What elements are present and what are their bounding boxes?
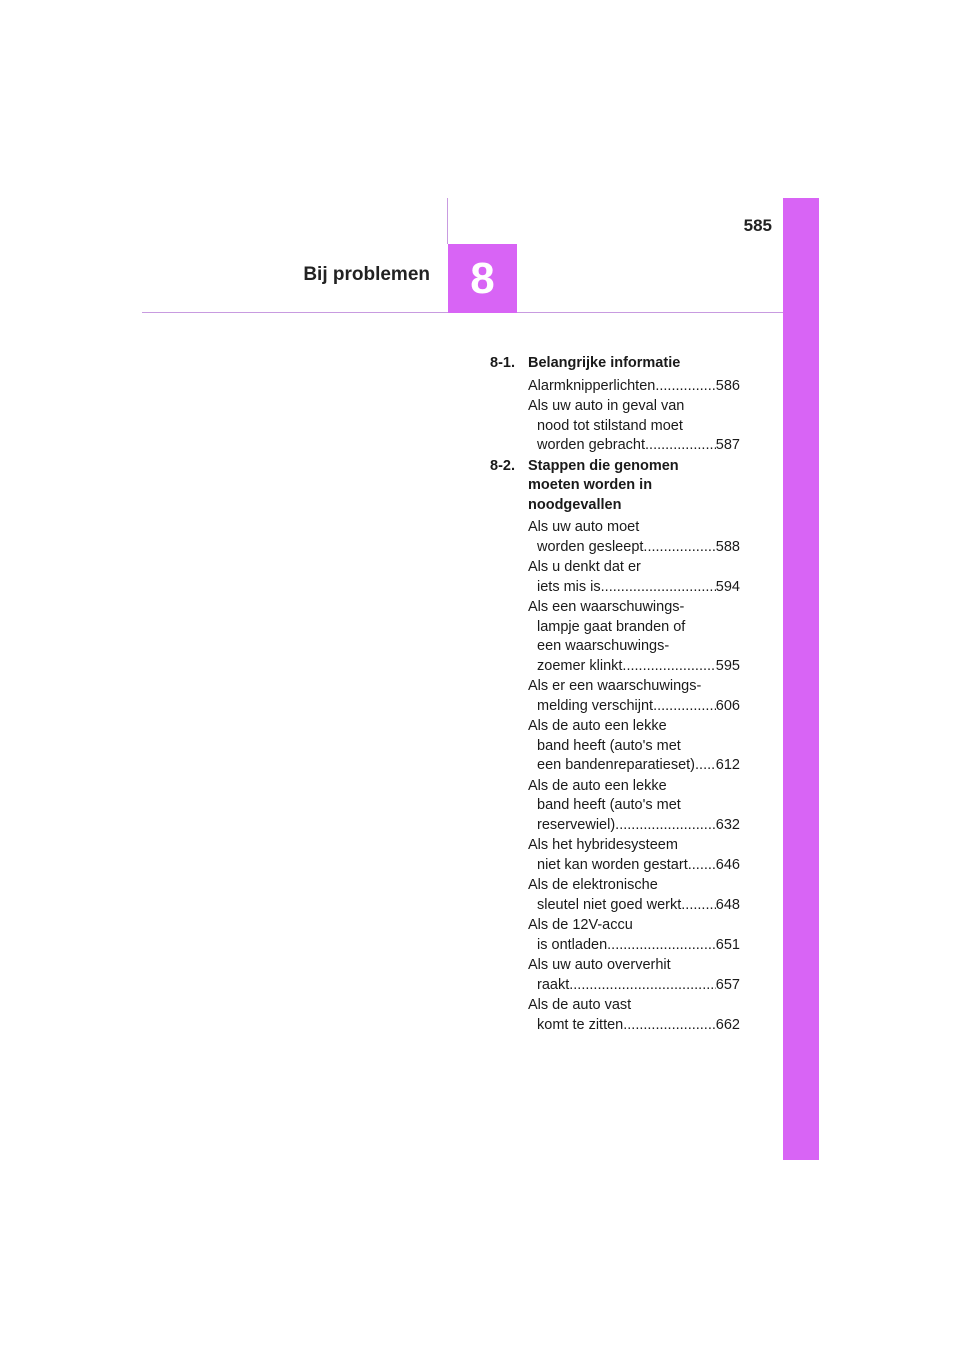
toc-section-title-line: Belangrijke informatie (528, 355, 681, 371)
toc-entry-text: raakt (537, 976, 570, 993)
toc-entry-line (528, 836, 740, 856)
toc-dot-leader (623, 1016, 716, 1036)
toc-dot-leader (695, 756, 716, 776)
toc-entry-line (528, 737, 740, 757)
toc-entry-text: sleutel niet goed werkt (537, 896, 682, 913)
chapter-title: Bij problemen (303, 264, 430, 285)
toc-entry-text: worden gesleept (537, 538, 644, 555)
toc-entry-line (528, 1016, 740, 1036)
toc-entry[interactable] (528, 777, 740, 836)
toc-dot-leader (645, 436, 716, 456)
toc-page-number: 587 (715, 437, 740, 453)
toc-entry-text: een bandenreparatieset) (537, 757, 696, 773)
toc-dot-leader (622, 657, 715, 677)
toc-section-title-line: noodgevallen (528, 496, 622, 513)
toc-entry-text: Als uw auto oververhit (528, 957, 671, 973)
toc-dot-leader (569, 976, 716, 996)
toc-dot-leader (601, 578, 716, 598)
toc-page-number: 595 (715, 657, 740, 674)
chapter-number-badge (448, 244, 517, 313)
toc-entry-text: worden gebracht (537, 437, 646, 453)
toc-dot-leader (643, 538, 715, 558)
toc-entry-line (528, 796, 740, 816)
toc-page-number: 662 (715, 1016, 740, 1033)
toc-entry-line (528, 996, 740, 1016)
toc-entry-line (528, 976, 740, 996)
toc-entry-line (528, 856, 740, 876)
toc-entry-text: zoemer klinkt (537, 657, 623, 674)
toc-entry-text: niet kan worden gestart (537, 856, 688, 873)
toc-dot-leader (615, 816, 716, 836)
toc-entry-line (528, 436, 740, 456)
page-number: 585 (743, 216, 772, 235)
toc-entry[interactable] (528, 518, 740, 557)
toc-entry-text: Als een waarschuwings- (528, 599, 685, 615)
toc-entry-text: band heeft (auto's met (537, 797, 681, 813)
toc-entry[interactable] (528, 397, 740, 456)
toc-entry-text: melding verschijnt (537, 697, 654, 714)
toc-entry-line (528, 377, 740, 397)
toc-entry-line (528, 657, 740, 677)
toc-entry-text: Als uw auto moet (528, 519, 640, 535)
toc-entry-text: nood tot stilstand moet (537, 417, 683, 434)
toc-entry-text: Als de elektronische (528, 877, 658, 893)
toc-page-number: 588 (715, 538, 740, 555)
toc-entry-line (528, 816, 740, 836)
toc-entry[interactable] (528, 598, 740, 676)
toc-entry-line (528, 558, 740, 578)
toc-page-number: 606 (715, 697, 740, 714)
toc-entry-text: is ontladen (537, 936, 608, 953)
toc-entry-line (528, 578, 740, 598)
toc-entry-line (528, 756, 740, 776)
toc-section-heading (490, 457, 740, 516)
toc-page-number: 651 (715, 936, 740, 953)
toc-entry-line (528, 876, 740, 896)
toc-entry-line (528, 598, 740, 618)
toc-page-number: 612 (715, 757, 740, 773)
toc-entry-text: Als de auto een lekke (528, 777, 667, 794)
toc-section-heading (490, 354, 740, 374)
toc-page-number: 657 (715, 976, 740, 993)
toc-entry-text: Als het hybridesysteem (528, 837, 678, 853)
toc-page-number: 632 (715, 816, 740, 833)
toc-entry[interactable] (528, 558, 740, 597)
toc-entry-line (528, 717, 740, 737)
toc-entry-line (528, 896, 740, 916)
toc-entry-text: Als de auto een lekke (528, 718, 667, 734)
toc-entry-text: iets mis is (537, 578, 601, 595)
toc-section-title (528, 354, 740, 374)
toc-section-number: 8-1. (490, 355, 515, 371)
toc-entry-text: Als u denkt dat er (528, 559, 641, 575)
toc-entry[interactable] (528, 876, 740, 915)
toc-entry-line (528, 518, 740, 538)
toc-entry-text: band heeft (auto's met (537, 737, 681, 754)
toc-page-number: 594 (715, 578, 740, 595)
toc-entry[interactable] (528, 916, 740, 955)
toc-entry-line (528, 417, 740, 437)
toc-entry[interactable] (528, 836, 740, 875)
toc-entry-text: komt te zitten (537, 1016, 624, 1033)
toc-entry-text: Als er een waarschuwings- (528, 678, 702, 694)
toc-dot-leader (653, 697, 716, 717)
toc-entry-line (528, 956, 740, 976)
toc-section-number: 8-2. (490, 457, 515, 474)
toc-entry-line (528, 637, 740, 657)
toc-dot-leader (688, 856, 716, 876)
toc-entry-text: een waarschuwings- (537, 638, 670, 654)
toc-entry[interactable] (528, 377, 740, 397)
toc-entry-line (528, 538, 740, 558)
toc-dot-leader (607, 936, 716, 956)
toc-entry-line (528, 677, 740, 697)
toc-dot-leader (681, 896, 716, 916)
toc-entry-text: Als de 12V-accu (528, 917, 633, 933)
header-divider-vertical (447, 198, 448, 244)
toc-entry[interactable] (528, 717, 740, 776)
toc-dot-leader (655, 377, 715, 397)
toc-section-title-line: moeten worden in (528, 477, 653, 493)
toc-page-number: 648 (715, 896, 740, 913)
toc-entry-line (528, 618, 740, 638)
toc-section-title (528, 457, 740, 516)
toc-page-number: 586 (715, 377, 740, 394)
toc-entry-text: Alarmknipperlichten (528, 377, 656, 394)
toc-entry-text: Als uw auto in geval van (528, 398, 685, 414)
chapter-number: 8 (470, 253, 495, 303)
toc-entry[interactable] (528, 677, 740, 716)
toc-entry[interactable] (528, 956, 740, 995)
table-of-contents (490, 354, 740, 1036)
toc-entry-line (528, 397, 740, 417)
toc-page-number: 646 (715, 856, 740, 873)
toc-entry-line (528, 777, 740, 797)
toc-entry[interactable] (528, 996, 740, 1035)
toc-entry-text: reservewiel) (537, 816, 616, 833)
toc-entry-text: lampje gaat branden of (537, 618, 686, 635)
toc-section-title-line: Stappen die genomen (528, 457, 679, 474)
chapter-side-tab (783, 198, 819, 1160)
toc-entry-line (528, 936, 740, 956)
toc-entry-line (528, 916, 740, 936)
toc-entry-line (528, 697, 740, 717)
toc-entry-text: Als de auto vast (528, 997, 632, 1013)
